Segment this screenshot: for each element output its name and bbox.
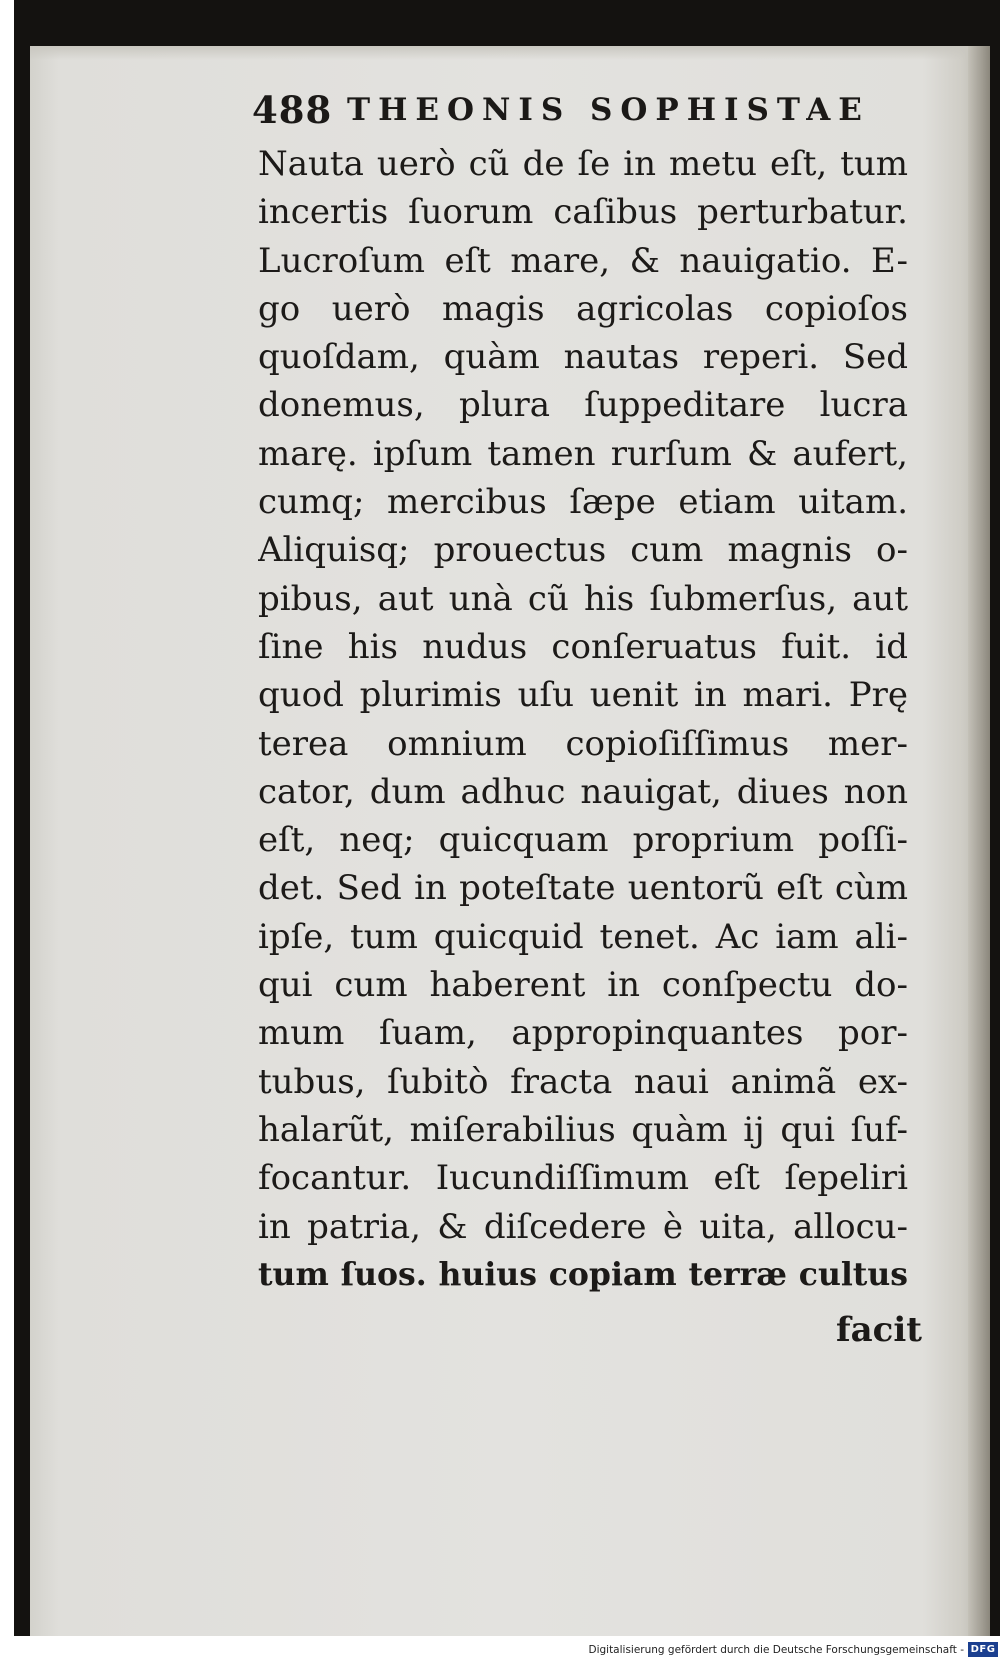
text-line: quoſdam, quàm nautas reperi. Sed: [258, 337, 908, 378]
running-head: THEONIS SOPHISTAE: [347, 92, 870, 128]
page-top-shadow: [30, 46, 990, 60]
page-gutter-edge: [968, 46, 990, 1636]
text-line: eſt, neq; quicquam proprium poſſi-: [258, 820, 908, 861]
text-line: qui cum haberent in conſpectu do-: [258, 965, 908, 1006]
text-line: in patria, & diſcedere è uita, allocu-: [258, 1206, 908, 1247]
text-line: go uerò magis agricolas copioſos: [258, 288, 908, 329]
catchword: facit: [836, 1310, 922, 1350]
text-line: Aliquisq; prouectus cum magnis o-: [258, 530, 908, 571]
body-text: [258, 140, 908, 1299]
text-line: ſine his nudus conſeruatus fuit. id: [258, 626, 908, 667]
text-line: pibus, aut unà cũ his ſubmerſus, aut: [258, 578, 908, 619]
text-line: Nauta uerò cũ de ſe in metu eſt, tum: [258, 144, 908, 184]
page-header: [252, 88, 912, 134]
text-line: ipſe, tum quicquid tenet. Ac iam ali-: [258, 916, 908, 957]
page-number: 488: [252, 88, 333, 132]
text-line: tubus, ſubitò fracta naui animã ex-: [258, 1061, 908, 1102]
text-line: marę. ipſum tamen rurſum & aufert,: [258, 433, 908, 474]
footer: [588, 1641, 1000, 1661]
digitization-note: Digitalisierung gefördert durch die Deutsche Forschungsgemeinschaft -: [588, 1644, 964, 1656]
text-line: mum ſuam, appropinquantes por-: [258, 1013, 908, 1054]
text-line: incertis ſuorum caſibus perturbatur.: [258, 192, 908, 233]
text-line: cumq; mercibus ſæpe etiam uitam.: [258, 482, 908, 523]
text-line: det. Sed in poteſtate uentorũ eſt cùm: [258, 868, 908, 909]
text-line: focantur. Iucundiſſimum eſt ſepeliri: [258, 1158, 908, 1199]
dfg-logo: DFG: [968, 1642, 998, 1657]
text-line: quod plurimis uſu uenit in mari. Prę: [258, 675, 908, 716]
text-line: Lucroſum eſt mare, & nauigatio. E-: [258, 240, 908, 281]
text-line: tum ſuos. huius copiam terræ cultus: [258, 1255, 908, 1293]
text-line: halarũt, miſerabilius quàm ij qui ſuf-: [258, 1109, 908, 1150]
text-line: terea omnium copioſiſſimus mer-: [258, 723, 908, 764]
text-line: cator, dum adhuc nauigat, diues non: [258, 771, 908, 812]
text-line: donemus, plura ſuppeditare lucra: [258, 385, 908, 426]
